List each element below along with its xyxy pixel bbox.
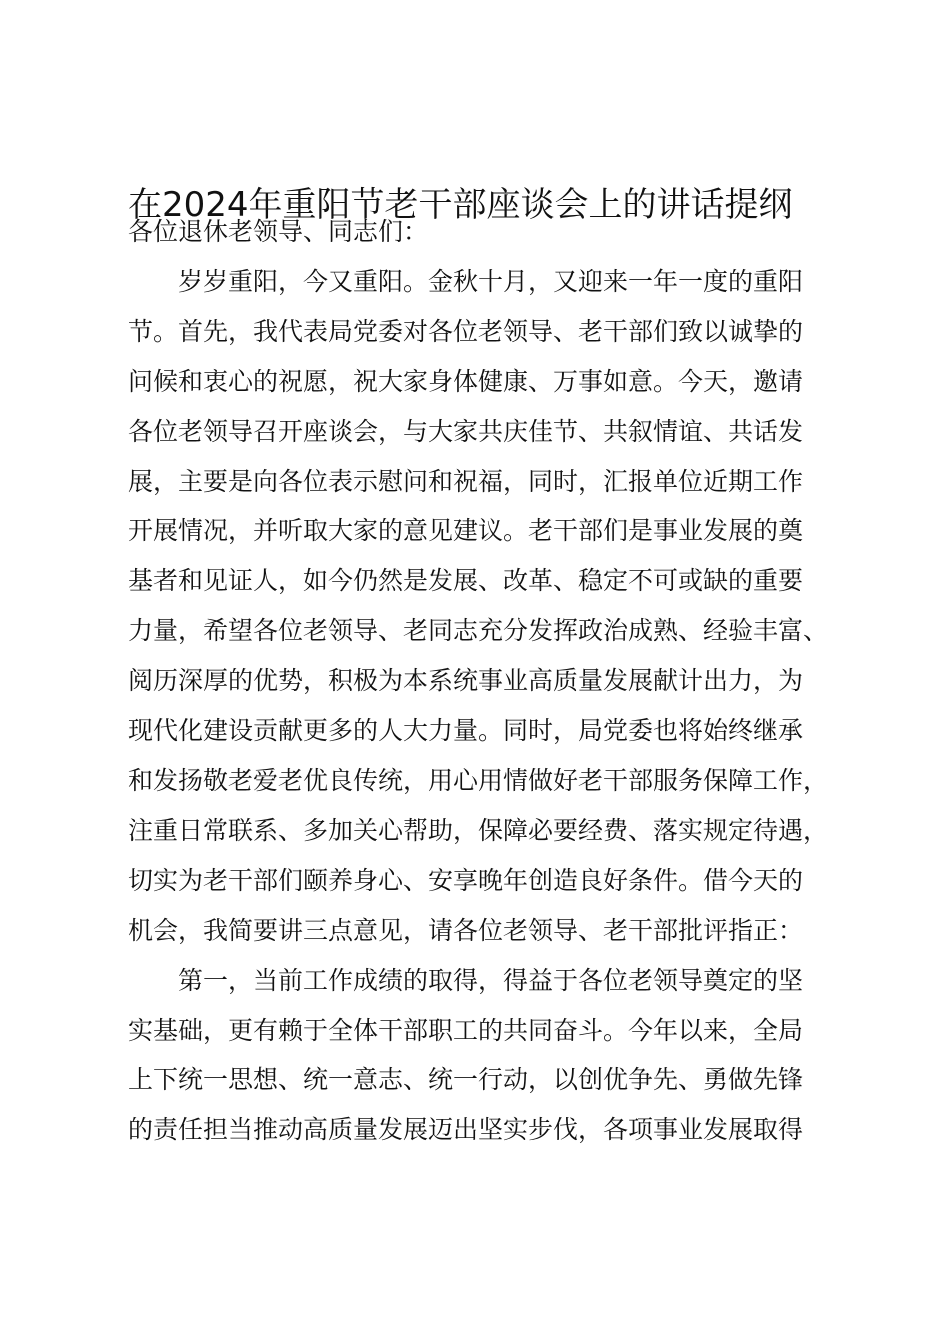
text-line: 实基础，更有赖于全体干部职工的共同奋斗。今年以来，全局 <box>128 1015 804 1045</box>
text-line: 开展情况，并听取大家的意见建议。老干部们是事业发展的奠 <box>128 516 804 546</box>
text-line: 的责任担当推动高质量发展迈出坚实步伐，各项事业发展取得 <box>128 1115 804 1145</box>
paragraph-1 <box>128 257 838 956</box>
document-body <box>128 207 838 1155</box>
paragraph-2 <box>128 956 838 1156</box>
text-line: 各位老领导召开座谈会，与大家共庆佳节、共叙情谊、共话发 <box>128 416 804 446</box>
text-line: 切实为老干部们颐养身心、安享晚年创造良好条件。借今天的 <box>128 865 804 895</box>
salutation: 各位退休老领导、同志们： <box>128 217 429 246</box>
text-line: 第一，当前工作成绩的取得，得益于各位老领导奠定的坚 <box>178 965 804 995</box>
text-line: 和发扬敬老爱老优良传统，用心用情做好老干部服务保障工作， <box>128 765 829 795</box>
text-line: 问候和衷心的祝愿，祝大家身体健康、万事如意。今天，邀请 <box>128 366 804 396</box>
document-title: 在2024年重阳节老干部座谈会上的讲话提纲 <box>128 185 793 225</box>
text-line: 节。首先，我代表局党委对各位老领导、老干部们致以诚挚的 <box>128 316 804 346</box>
text-line: 机会，我简要讲三点意见，请各位老领导、老干部批评指正： <box>128 915 804 945</box>
text-line: 阅历深厚的优势，积极为本系统事业高质量发展献计出力，为 <box>128 666 804 696</box>
text-line: 注重日常联系、多加关心帮助，保障必要经费、落实规定待遇， <box>128 815 829 845</box>
text-line: 现代化建设贡献更多的人大力量。同时，局党委也将始终继承 <box>128 716 804 746</box>
text-line: 展，主要是向各位表示慰问和祝福，同时，汇报单位近期工作 <box>128 466 804 496</box>
text-line: 岁岁重阳，今又重阳。金秋十月，又迎来一年一度的重阳 <box>178 266 804 296</box>
text-line: 上下统一思想、统一意志、统一行动，以创优争先、勇做先锋 <box>128 1065 804 1095</box>
text-line: 基者和见证人，如今仍然是发展、改革、稳定不可或缺的重要 <box>128 566 804 596</box>
text-line: 力量，希望各位老领导、老同志充分发挥政治成熟、经验丰富、 <box>128 616 829 646</box>
